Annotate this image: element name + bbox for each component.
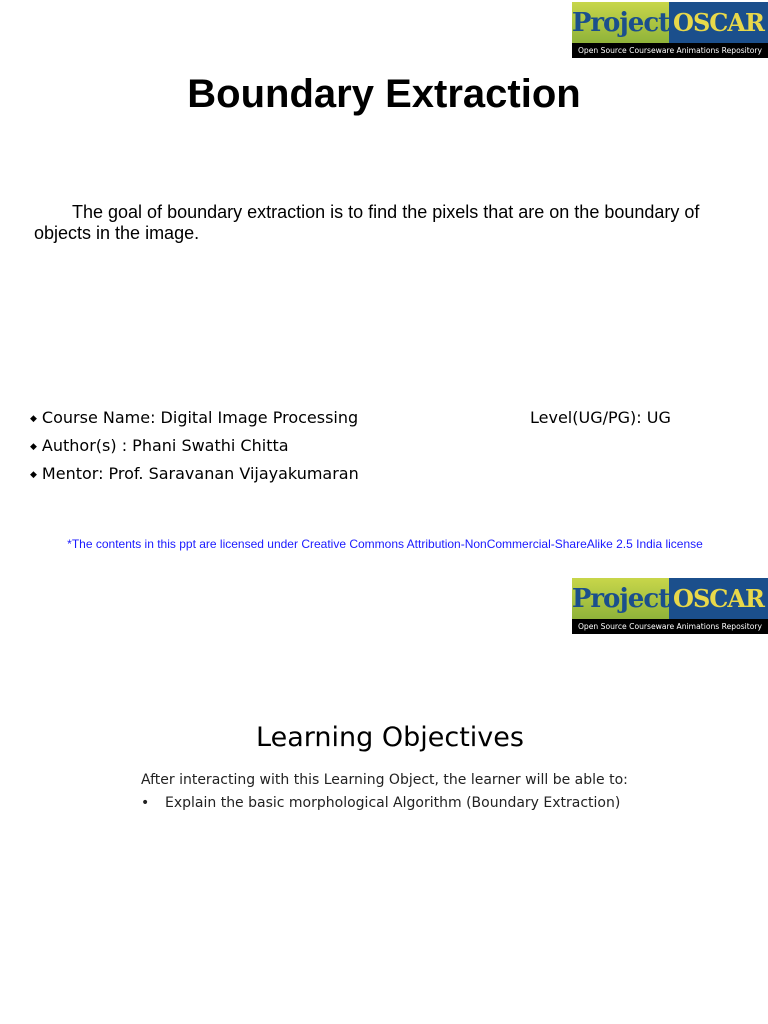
mentor-item xyxy=(30,464,359,483)
project-oscar-logo xyxy=(572,578,768,634)
objectives-intro: After interacting with this Learning Object, the learner will be able to: xyxy=(141,772,628,788)
learning-objectives-title: Learning Objectives xyxy=(256,722,524,753)
logo-word-oscar: OSCAR xyxy=(673,8,764,37)
learning-objectives-slide xyxy=(0,570,768,1024)
objective-text: Explain the basic morphological Algorithm (Boundary Extraction) xyxy=(165,795,621,811)
bullet-dot-icon: • xyxy=(141,795,150,811)
logo-tagline: Open Source Courseware Animations Repository xyxy=(572,619,768,634)
logo-word-oscar: OSCAR xyxy=(673,584,764,613)
logo-word-project: Project xyxy=(572,7,670,38)
project-oscar-logo xyxy=(572,2,768,58)
course-name-text: Course Name: Digital Image Processing xyxy=(41,408,359,427)
logo-tagline: Open Source Courseware Animations Repository xyxy=(572,43,768,58)
objective-item xyxy=(141,795,620,811)
diamond-bullet-icon: ◆ xyxy=(30,469,37,480)
author-text: Author(s) : Phani Swathi Chitta xyxy=(41,436,289,455)
license-notice: *The contents in this ppt are licensed under Creative Commons Attribution-NonCommercial-ShareAlike 2.5 India license xyxy=(67,537,703,551)
author-item xyxy=(30,436,289,455)
mentor-text: Mentor: Prof. Saravanan Vijayakumaran xyxy=(41,464,359,483)
slide-title: Boundary Extraction xyxy=(187,72,581,116)
logo-word-project: Project xyxy=(572,583,670,614)
diamond-bullet-icon: ◆ xyxy=(30,413,37,424)
diamond-bullet-icon: ◆ xyxy=(30,441,37,452)
intro-paragraph: The goal of boundary extraction is to find the pixels that are on the boundary of objects in the image. xyxy=(34,202,700,243)
course-name-item xyxy=(30,408,358,427)
level-text: Level(UG/PG): UG xyxy=(530,408,671,427)
